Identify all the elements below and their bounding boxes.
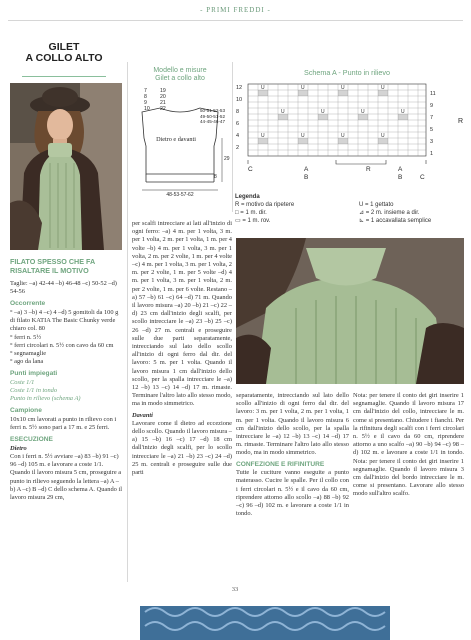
bottom-label: C [420,174,425,181]
bottom-label: C [248,166,253,173]
row-number: 9 [430,103,434,109]
garment-schematic [130,86,230,206]
bottom-label: R [366,166,371,173]
stitch-chart [236,80,468,192]
modello-title-line1: Modello e misure [153,67,207,74]
dim-value: 21 [160,100,166,106]
svg-text:U: U [401,109,405,115]
svg-text:U: U [261,133,265,139]
occorrente-item: ° segnamaglie [10,349,47,357]
finishing-text: Nota: per tenere il conto dei giri inserire 1 segnamaglie. Quando il lavoro misura 17 cm dall'inizio del collo, intrecciare le m. come si presentano. Chiudere i fianchi. Per la rifinitura degli scalfi con i ferri circolari n. 5½ e il cavo da 60 cm, riprendere attorno a uno scalfo –a) 90 –b) 94 –c) 98 –d) 102 m. e lavorare a coste 1/1 in tondo. Nota: per tenere il conto dei giri inserire 1 segnamaglie. Quando il lavoro misura 3 cm dall'inizio del bordo intrecciare le m. come si presentano. Lavorare allo stesso modo sull'altro scalfo. [353,392,464,498]
row-number: 12 [236,85,243,91]
dim-value: 19 [160,88,166,94]
occorrente-item: ° ferri circolari n. 5½ con cavo da 60 cm [10,341,114,349]
svg-text:U: U [301,133,305,139]
column-divider [232,62,233,212]
title-rule [22,76,106,77]
svg-text:U: U [341,133,345,139]
punti-heading: Punti impiegati [10,370,58,378]
dim-value: 29 [224,156,230,162]
row-number: 8 [236,109,240,115]
header-rule [8,20,463,21]
row-number: 10 [236,97,243,103]
front-shaping-text: separatamente, intrecciando sul lato dello scollo all'inizio di ogni ferro dal dir. del lavoro: 3 m. per 1 volta, 2 m. per 1 volta, 1 m. per 1 volta. Quando il lavoro misura 6 cm dall'inizio dello scollo, per la spalla intrecciare le –a) 12 –b) 13 –c) 14 –d) 17 m. rimaste. Terminare l'altro lato allo stesso modo, ma in modo simmetrico. [236,392,349,457]
row-number: 3 [430,139,434,145]
punti-item: Coste 1/1 in tondo [10,387,58,395]
dim-value: 8 [144,94,147,100]
dietro-heading: Dietro [10,444,27,452]
svg-text:U: U [381,133,385,139]
detail-photo [236,238,464,384]
svg-text:U: U [261,85,265,91]
dim-value: 8 [214,174,217,180]
dim-value: 9 [144,100,147,106]
row-number: 2 [236,145,240,151]
dim-value: 20 [160,94,166,100]
dim-value: 50-51-52-53 [200,108,226,113]
confezione-heading: CONFEZIONE E RIFINITURE [236,460,325,468]
legend-title: Legenda [235,194,260,200]
title-line1: GILET [48,41,80,53]
piece-label: Dietro e davanti [156,136,196,143]
column-3 [236,392,349,518]
modello-title-line2: Gilet a collo alto [155,75,205,82]
row-number: 7 [430,115,434,121]
column-divider [127,62,128,582]
occorrente-item: ° ferri n. 5½ [10,333,42,341]
dim-value: 48-53-57-62 [166,192,194,198]
left-column [10,280,122,502]
page-title [10,42,118,64]
sizes: Taglie: –a) 42-44 –b) 46-48 –c) 50-52 –d) 54-56 [10,280,117,296]
dim-value: 10 [144,106,150,112]
page-number: 33 [231,586,239,593]
chart-bottom-labels [248,166,428,186]
title-line2: A COLLO ALTO [25,52,103,64]
campione-text: 10x10 cm lavorati a punto in rilievo con i ferri n. 5½ sono pari a 17 m. e 25 ferri. [10,415,117,432]
schema-title: Schema A - Punto in rilievo [304,68,390,77]
svg-text:U: U [281,109,285,115]
bottom-label: B [398,174,403,181]
svg-text:U: U [381,85,385,91]
svg-text:U: U [341,85,345,91]
legend-item: ⊿ = 2 m. insieme a dir. [359,210,420,216]
bottom-label: A [398,166,403,173]
section-header: - PRIMI FREDDI - [200,6,271,14]
knit-texture-strip [0,600,471,640]
row-number: 11 [430,91,436,97]
davanti-text: Lavorare come il dietro ad eccezione dello scollo. Quando il lavoro misura –a) 15 –b) 16 –c) 17 –d) 18 cm dall'inizio degli scalfi, per lo scollo intrecciare le –a) 21 –b) 23 –c) 24 –d) 25 m. centrali e proseguire sulle due parti [132,419,232,477]
row-number: 4 [236,133,240,139]
column-4 [353,392,464,499]
occorrente-item: ° –a) 3 –b) 4 –c) 4 –d) 5 gomitoli da 100 g di filato KATIA The Basic Chunky verde chiaro col. 80 [10,308,119,333]
dietro-text: Con i ferri n. 5½ avviare –a) 83 –b) 91 –c) 96 –d) 105 m. e lavorare a coste 1/1. Quando il lavoro misura 5 cm, proseguire a punto in rilievo seguendo la lettera –a) A –b) A –c) B –d) C dello schema A. Quando il lavoro misura 29 cm, [10,453,122,502]
row-number: 6 [236,121,240,127]
legend-item: U = 1 gettato [359,202,394,208]
row-number: 1 [430,151,434,157]
dim-value: 22 [160,106,166,112]
punti-item: Coste 1/1 [10,378,35,386]
legend-item: ▭ = 1 m. rov. [235,218,271,224]
yarn-heading: FILATO SPESSO CHE FA RISALTARE IL MOTIVO [10,257,95,275]
punti-item: Punto in rilievo (schema A) [10,395,81,403]
dim-value: 44-45-46-47 [200,119,226,124]
legend-item: R = motivo da ripetere [235,202,295,208]
occorrente-item: ° ago da lana [10,358,44,366]
repeat-label: R [458,118,464,125]
bottom-label: A [304,166,309,173]
column-2 [132,220,232,477]
legend-item: □ = 1 m. dir. [235,210,267,216]
dim-value: 49-50-51-52 [200,113,226,119]
occorrente-heading: Occorrente [10,300,46,308]
legend-item: ⊾ = 1 accavallata semplice [359,218,432,224]
back-shaping-text: per scalfi intrecciare ai lati all'inizio di ogni ferro: –a) 4 m. per 1 volta, 3 m. per 1 volta, 2 m. per 1 volta, 1 m. per 4 volte –b) 4 m. per 1 volta, 3 m. per 1 volta, 2 m. per 2 volte, 1 m. per 4 volte –c) 4 m. per 1 volta, 3 m. per 1 volta, 2 m. per 2 volte, 1 m. per 5 volte –d) 4 m. per 1 volta, 3 m. per 1 volta, 2 m. per 2 volte, 1 m. per 6 volte. Restano –a) 57 –b) 61 –c) 64 –d) 71 m. Quando il lavoro misura –a) 20 –b) 21 –c) 22 –d) 23 cm dall'inizio degli scalfi, per scollo intrecciare le –a) 23 –b) 25 –c) 26 –d) 27 m. centrali e proseguire sulle due parti separatamente, intrecciando sul lato dello scollo all'inizio di ogni ferro dal dir. del lavoro: 5 m. per 1 volta. Quando il lavoro misura 1 cm dall'inizio dello scollo, per la spalla intrecciare le –a) 12 –b) 13 –c) 14 –d) 17 m. rimaste. Terminare l'altro lato allo stesso modo, ma in modo simmetrico. [132,220,232,408]
esecuzione-heading: ESECUZIONE [10,436,53,444]
confezione-text: Tutte le cuciture vanno eseguite a punto materasso. Cucire le spalle. Per il collo con i ferri circolari n. 5½ e il cavo da 60 cm, riprendere attorno allo scollo –a) 88 –b) 92 –c) 96 –d) 102 m. e lavorare a coste 1/1 in tondo. [236,469,349,518]
row-number: 5 [430,127,434,133]
svg-text:U: U [301,85,305,91]
modello-title [130,67,230,83]
bottom-label: B [304,174,309,181]
svg-text:U: U [361,109,365,115]
svg-text:U: U [321,109,325,115]
model-photo [10,83,122,250]
legend [235,193,465,225]
campione-heading: Campione [10,407,42,415]
davanti-heading: Davanti [132,411,153,419]
dim-value: 7 [144,88,147,94]
